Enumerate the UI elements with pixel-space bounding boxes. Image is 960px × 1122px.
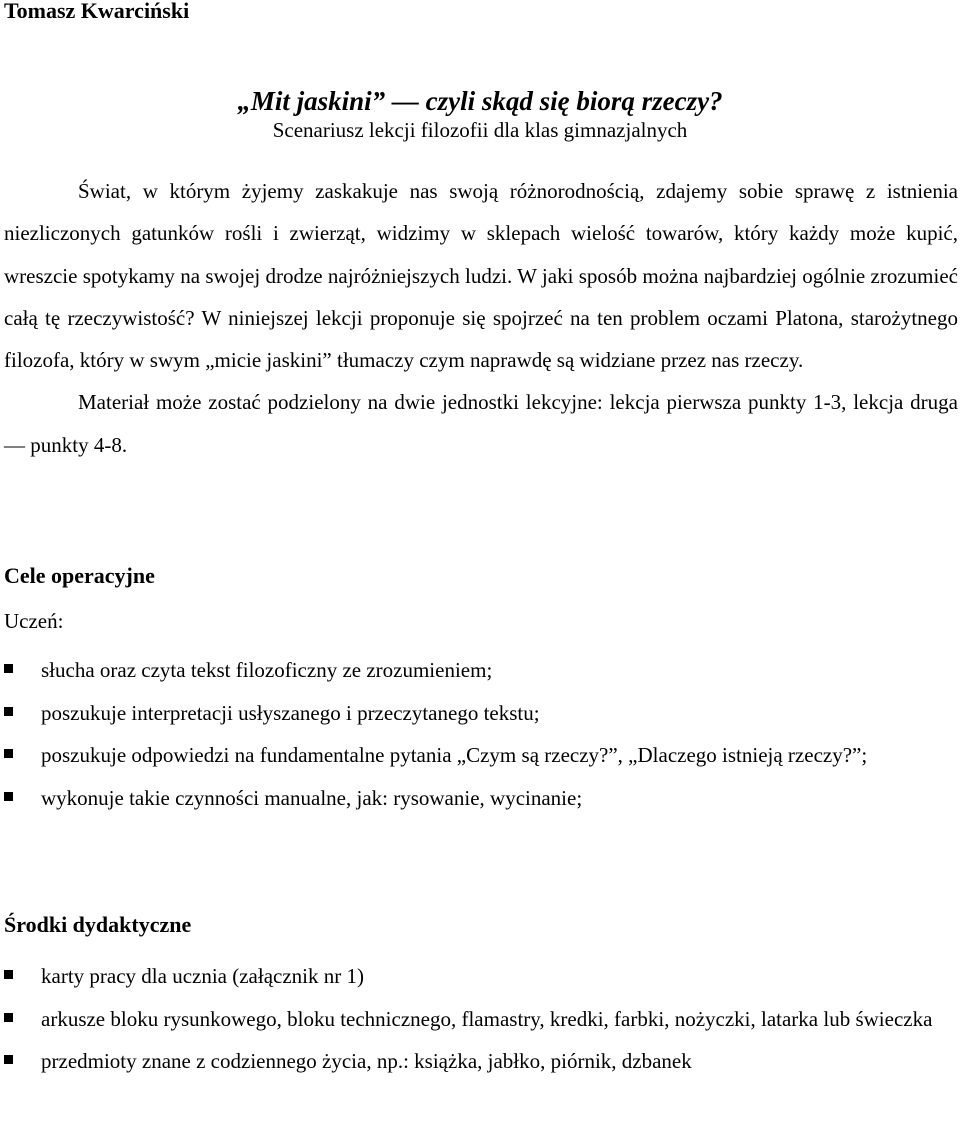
author-name: Tomasz Kwarciński: [4, 0, 190, 23]
square-bullet-icon: [4, 749, 13, 758]
list-item-text: arkusze bloku rysunkowego, bloku technicznego, flamastry, kredki, farbki, nożyczki, latarka lub świeczka: [41, 1006, 933, 1031]
list-item-text: poszukuje odpowiedzi na fundamentalne pytania „Czym są rzeczy?”, „Dlaczego istnieją rzeczy?”;: [41, 743, 868, 767]
list-item-text: wykonuje takie czynności manualne, jak: rysowanie, wycinanie;: [41, 785, 583, 810]
list-item: [4, 777, 954, 820]
objectives-list: [4, 649, 954, 819]
square-bullet-icon: [4, 792, 13, 801]
document-subtitle: Scenariusz lekcji filozofii dla klas gimnazjalnych: [272, 118, 688, 142]
intro-paragraph: Świat, w którym żyjemy zaskakuje nas swoją różnorodnością, zdajemy sobie sprawę z istnienia niezliczonych gatunków rośli i zwierząt, widzimy w sklepach wielość towarów, który każdy może kupić, wreszcie spotykamy na swojej drodze najróżniejszych ludzi. W jaki sposób można najbardziej ogólnie zrozumieć całą tę rzeczywistość? W niniejszej lekcji proponuje się spojrzeć na ten problem oczami Platona, starożytnego filozofa, który w swym „micie jaskini” tłumaczy czym naprawdę są widziane przez nas rzeczy.: [4, 179, 958, 373]
list-item: [4, 649, 954, 692]
list-item-text: karty pracy dla ucznia (załącznik nr 1): [41, 964, 364, 988]
list-item-text: słucha oraz czyta tekst filozoficzny ze zrozumieniem;: [41, 658, 493, 682]
document-title: „Mit jaskini” — czyli skąd się biorą rzeczy?: [237, 86, 723, 116]
list-item: [4, 734, 954, 777]
list-item: [4, 692, 954, 735]
square-bullet-icon: [4, 1055, 13, 1064]
intro-paragraph: Materiał może zostać podzielony na dwie jednostki lekcyjne: lekcja pierwsza punkty 1-3, lekcja druga — punkty 4-8.: [4, 390, 958, 457]
square-bullet-icon: [4, 970, 13, 979]
list-item-text: przedmioty znane z codziennego życia, np.: książka, jabłko, piórnik, dzbanek: [41, 1049, 692, 1073]
square-bullet-icon: [4, 664, 13, 673]
student-label: Uczeń:: [4, 609, 64, 633]
list-item: [4, 1040, 954, 1083]
list-item: [4, 998, 954, 1041]
objectives-heading: Cele operacyjne: [4, 563, 155, 588]
list-item-text: poszukuje interpretacji usłyszanego i przeczytanego tekstu;: [41, 700, 540, 725]
square-bullet-icon: [4, 1013, 13, 1022]
teaching-aids-heading: Środki dydaktyczne: [4, 912, 192, 937]
teaching-aids-list: [4, 955, 954, 1083]
list-item: [4, 955, 954, 998]
intro-section: [4, 170, 958, 466]
square-bullet-icon: [4, 707, 13, 716]
